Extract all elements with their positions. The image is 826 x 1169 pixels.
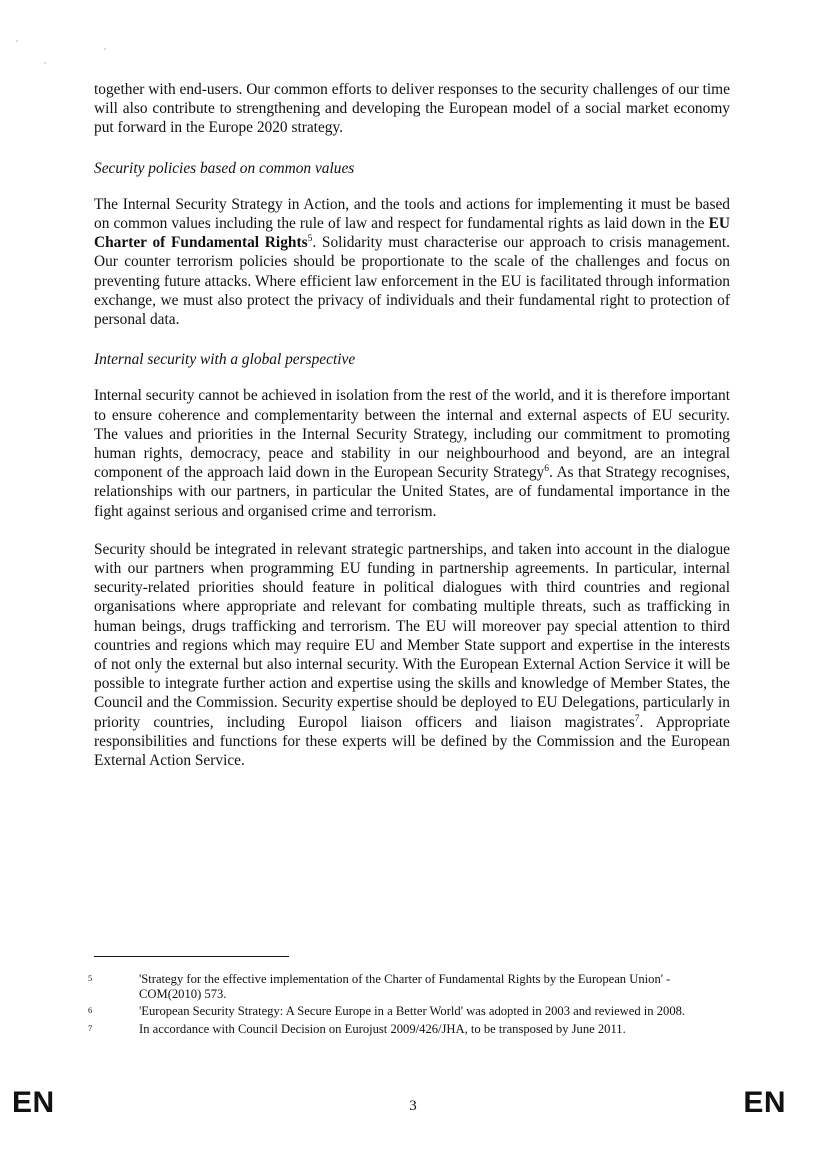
footnote-number: 5 [88,973,93,983]
scan-speck [104,48,106,50]
footnote-7 [88,1021,730,1037]
footnote-ref-5[interactable]: 5 [307,234,313,245]
body-text [94,80,730,789]
footnotes [88,972,730,1039]
section-heading-common-values: Security policies based on common values [94,159,355,177]
page-number: 3 [409,1098,417,1114]
paragraph-global-perspective: Internal security cannot be achieved in isolation from the rest of the world, and it is therefore important to ensure coherence and complementarity between the internal and external aspects of EU security. The values and priorities in the Internal Security Strategy, including our commitment to promoting human rights, democracy, peace and stability in our neighbourhood and beyond, are an integral component of the approach laid down in the European Security Strategy$^6$. As that Strategy recognises, relationships with our partners, in particular the United States, are of fundamental importance in the fight against serious and organised crime and terrorism. [94,387,730,520]
footnote-number: 7 [88,1022,93,1033]
scan-speck [44,62,46,64]
footnote-separator [94,956,289,957]
paragraph-common-values: The Internal Security Strategy in Action, and the tools and actions for implementing it must be based on common values including the rule of law and respect for fundamental rights as laid down in the EU Charter of Fundamental Rights$^5$. Solidarity must characterise our approach to crisis management. Our counter terrorism policies should be proportionate to the scale of the challenges and focus on preventing future attacks. Where efficient law enforcement in the EU is facilitated through information exchange, we must also protect the privacy of individuals and their fundamental right to protection of personal data. [94,195,730,329]
footnote-text: 'European Security Strategy: A Secure Europe in a Better World' was adopted in 2003 and reviewed in 2008. [139,1004,686,1019]
language-label-left: EN [12,1086,55,1119]
footnote-number: 6 [88,1005,93,1016]
scan-speck [16,40,18,42]
footnote-text: 'Strategy for the effective implementation of the Charter of Fundamental Rights by the European Union' - COM(2010) 573. [139,972,671,1001]
language-label-right: EN [743,1086,786,1119]
footnote-ref-6[interactable]: 6 [544,464,550,475]
footnote-5 [88,972,730,1001]
footnote-6 [88,1004,730,1019]
paragraph-continuation: together with end-users. Our common efforts to deliver responses to the security challenges of our time will also contribute to strengthening and developing the European model of a social market economy put forward in the Europe 2020 strategy. [94,81,730,137]
footnote-text: In accordance with Council Decision on Eurojust 2009/426/JHA, to be transposed by June 2011. [139,1021,626,1036]
footnote-ref-7[interactable]: 7 [634,713,640,724]
charter-reference: EU Charter of Fundamental Rights [94,215,730,252]
section-heading-global-perspective: Internal security with a global perspective [94,351,356,369]
paragraph-strategic-partnerships: Security should be integrated in relevant strategic partnerships, and taken into account in the dialogue with our partners when programming EU funding in partnership agreements. In particular, internal security-related priorities should feature in political dialogues with third countries and regional organisations where appropriate and relevant for combating multiple threats, such as trafficking in human beings, drugs trafficking and terrorism. The EU will moreover pay special attention to third countries and regions which may require EU and Member State support and expertise in the interests of not only the external but also internal security. With the European External Action Service it will be possible to integrate further action and expertise using the skills and knowledge of Member States, the Council and the Commission. Security expertise should be deployed to EU Delegations, particularly in priority countries, including Europol liaison officers and liaison magistrates$^7$. Appropriate responsibilities and functions for these experts will be defined by the Commission and the European External Action Service. [94,540,730,770]
